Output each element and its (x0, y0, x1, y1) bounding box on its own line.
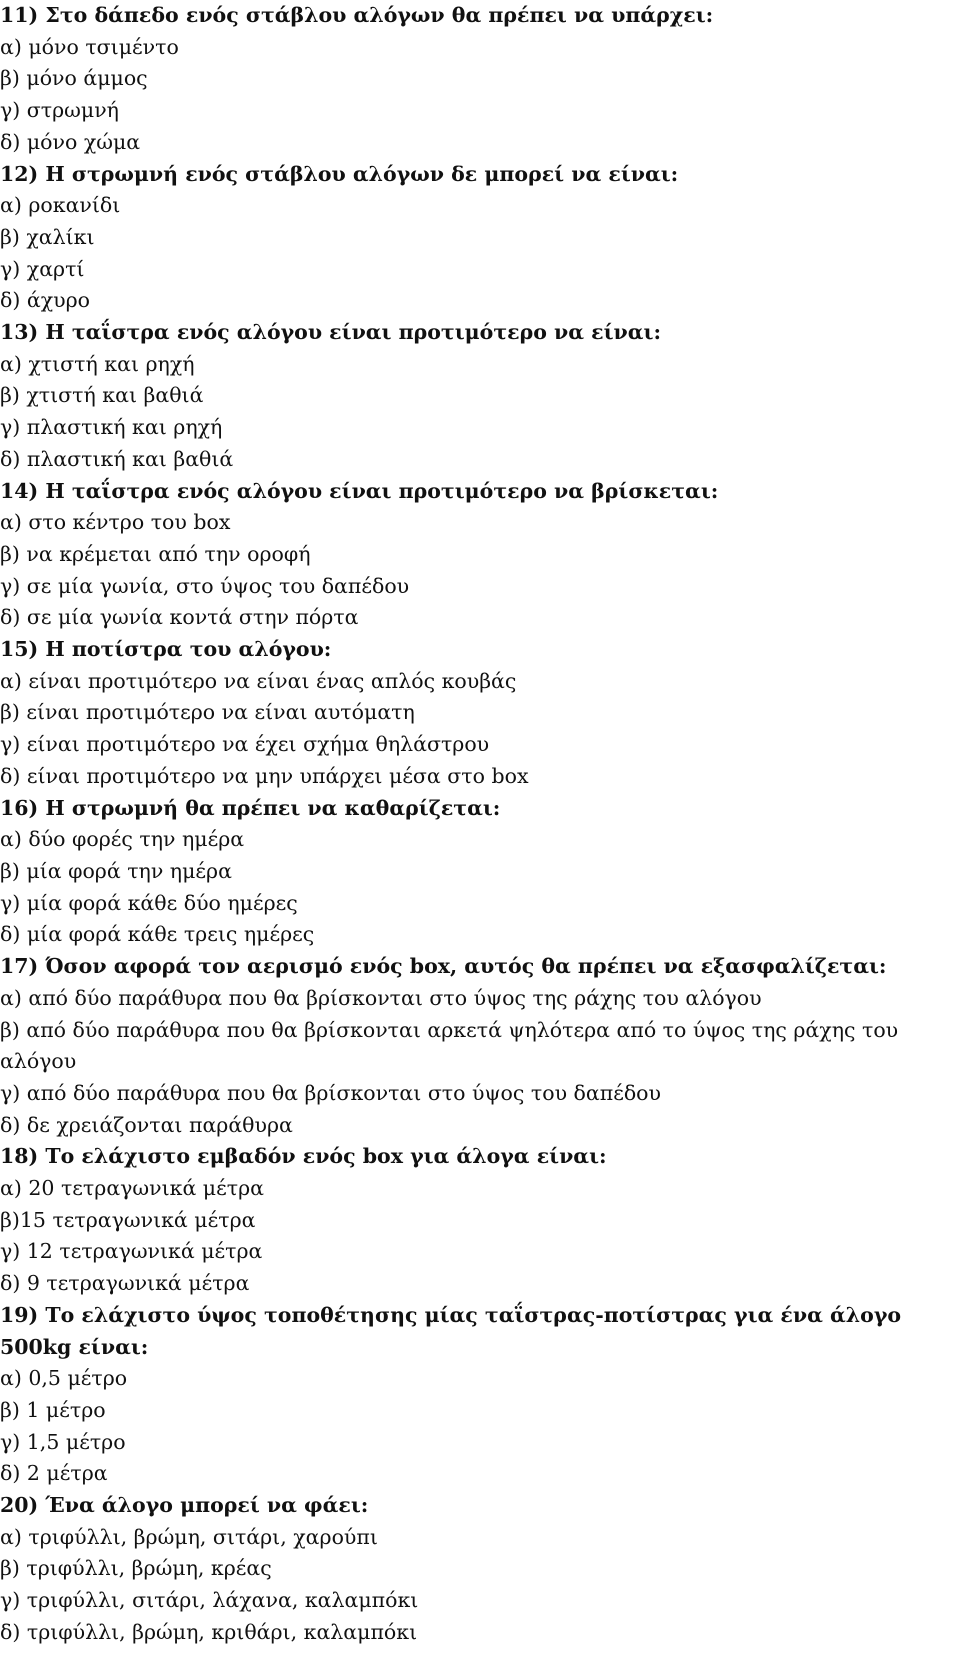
option-11a: α) μόνο τσιμέντο (0, 34, 179, 59)
option-17c: γ) από δύο παράθυρα που θα βρίσκονται στο ύψος του δαπέδου (0, 1080, 661, 1105)
option-13b: β) χτιστή και βαθιά (0, 383, 204, 408)
option-14a: α) στο κέντρο του box (0, 510, 231, 535)
option-12b: β) χαλίκι (0, 224, 95, 249)
question-17: 17) Όσον αφορά τον αερισμό ενός box, αυτός θα πρέπει να εξασφαλίζεται: (0, 954, 887, 979)
option-12a: α) ροκανίδι (0, 193, 121, 218)
option-11b: β) μόνο άμμος (0, 66, 148, 91)
option-12d: δ) άχυρο (0, 288, 90, 313)
option-16a: α) δύο φορές την ημέρα (0, 827, 245, 852)
option-13d: δ) πλαστική και βαθιά (0, 446, 234, 471)
question-18: 18) Το ελάχιστο εμβαδόν ενός box για άλογα είναι: (0, 1144, 607, 1169)
option-12c: γ) χαρτί (0, 256, 85, 281)
option-18b: β)15 τετραγωνικά μέτρα (0, 1207, 256, 1232)
option-18c: γ) 12 τετραγωνικά μέτρα (0, 1239, 263, 1264)
option-19d: δ) 2 μέτρα (0, 1461, 108, 1486)
option-16b: β) μία φορά την ημέρα (0, 858, 232, 883)
option-18d: δ) 9 τετραγωνικά μέτρα (0, 1271, 250, 1296)
option-17d: δ) δε χρειάζονται παράθυρα (0, 1112, 293, 1137)
option-14c: γ) σε μία γωνία, στο ύψος του δαπέδου (0, 573, 410, 598)
option-16c: γ) μία φορά κάθε δύο ημέρες (0, 890, 298, 915)
option-20c: γ) τριφύλλι, σιτάρι, λάχανα, καλαμπόκι (0, 1588, 419, 1613)
question-12: 12) Η στρωμνή ενός στάβλου αλόγων δε μπορεί να είναι: (0, 161, 679, 186)
option-20a: α) τριφύλλι, βρώμη, σιτάρι, χαρούπι (0, 1524, 378, 1549)
question-13: 13) Η ταΐστρα ενός αλόγου είναι προτιμότερο να είναι: (0, 320, 662, 345)
option-15b: β) είναι προτιμότερο να είναι αυτόματη (0, 700, 415, 725)
option-15c: γ) είναι προτιμότερο να έχει σχήμα θηλάστρου (0, 732, 490, 757)
option-15a: α) είναι προτιμότερο να είναι ένας απλός κουβάς (0, 668, 517, 693)
question-19: 19) Το ελάχιστο ύψος τοποθέτησης μίας ταΐστρας-ποτίστρας για ένα άλογο 500kg είναι: (0, 1302, 902, 1359)
option-14b: β) να κρέμεται από την οροφή (0, 541, 311, 566)
option-20d: δ) τριφύλλι, βρώμη, κριθάρι, καλαμπόκι (0, 1619, 418, 1644)
question-16: 16) Η στρωμνή θα πρέπει να καθαρίζεται: (0, 795, 501, 820)
option-11d: δ) μόνο χώμα (0, 129, 141, 154)
option-15d: δ) είναι προτιμότερο να μην υπάρχει μέσα στο box (0, 763, 529, 788)
question-20: 20) Ένα άλογο μπορεί να φάει: (0, 1493, 369, 1518)
option-13c: γ) πλαστική και ρηχή (0, 415, 223, 440)
option-17a: α) από δύο παράθυρα που θα βρίσκονται στο ύψος της ράχης του αλόγου (0, 985, 762, 1010)
option-16d: δ) μία φορά κάθε τρεις ημέρες (0, 922, 315, 947)
option-19b: β) 1 μέτρο (0, 1397, 106, 1422)
option-17b: β) από δύο παράθυρα που θα βρίσκονται αρκετά ψηλότερα από το ύψος της ράχης του αλόγου (0, 1017, 899, 1074)
question-15: 15) Η ποτίστρα του αλόγου: (0, 637, 332, 662)
option-11c: γ) στρωμνή (0, 98, 119, 123)
question-11: 11) Στο δάπεδο ενός στάβλου αλόγων θα πρέπει να υπάρχει: (0, 3, 714, 27)
option-19c: γ) 1,5 μέτρο (0, 1429, 126, 1454)
question-14: 14) Η ταΐστρα ενός αλόγου είναι προτιμότερο να βρίσκεται: (0, 478, 719, 503)
option-20b: β) τριφύλλι, βρώμη, κρέας (0, 1556, 272, 1581)
option-14d: δ) σε μία γωνία κοντά στην πόρτα (0, 605, 359, 630)
option-13a: α) χτιστή και ρηχή (0, 351, 195, 376)
option-19a: α) 0,5 μέτρο (0, 1366, 128, 1391)
option-18a: α) 20 τετραγωνικά μέτρα (0, 1176, 264, 1201)
